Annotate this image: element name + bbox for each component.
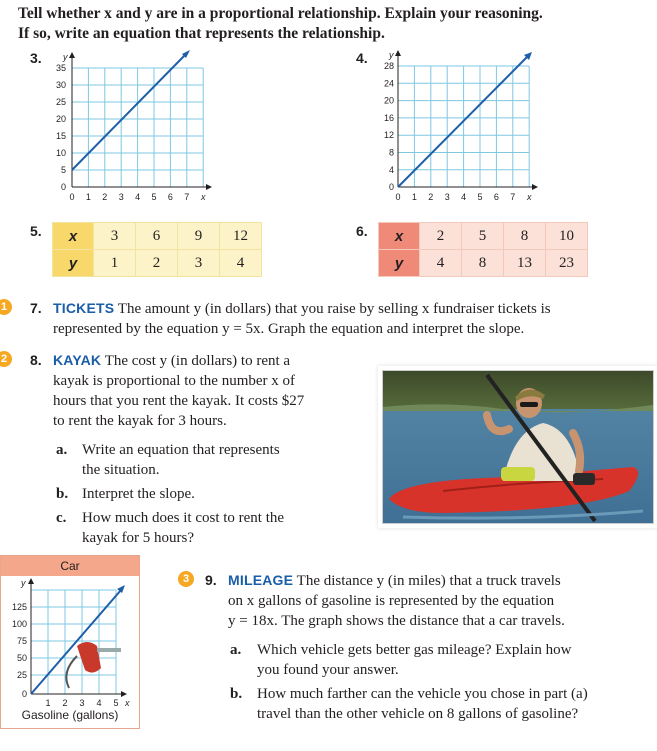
table-cell: 23 xyxy=(546,250,588,277)
x-tick: 5 xyxy=(113,698,119,706)
x-tick: 6 xyxy=(493,192,499,202)
x-header: x xyxy=(53,223,94,250)
part-a-line-1: Which vehicle gets better gas mileage? Explain how xyxy=(257,642,572,658)
x-tick: 2 xyxy=(428,192,434,202)
y-tick: 28 xyxy=(383,61,394,71)
exercise-9-line-3: y = 18x. The graph shows the distance that a car travels. xyxy=(228,613,565,629)
x-tick: 1 xyxy=(45,698,51,706)
x-tick: 3 xyxy=(118,192,124,202)
table-cell: 8 xyxy=(504,223,546,250)
y-tick: 4 xyxy=(388,164,394,175)
part-b-line-1: Interpret the slope. xyxy=(82,486,195,502)
part-b-line-1: How much farther can the vehicle you chose in part (a) xyxy=(257,686,588,702)
x-tick: 4 xyxy=(96,698,102,706)
y-tick: 50 xyxy=(16,653,27,663)
x-origin: 0 xyxy=(395,192,401,202)
part-c-letter: c. xyxy=(56,510,67,526)
graph-line xyxy=(398,56,528,187)
part-a-letter: a. xyxy=(230,642,242,658)
x-axis-label: x xyxy=(201,192,206,202)
x-tick: 3 xyxy=(79,698,85,706)
y-axis-label: y xyxy=(63,52,68,62)
table-row xyxy=(53,223,262,250)
exercise-7-number: 7. xyxy=(30,300,42,316)
x-origin: 0 xyxy=(69,192,75,202)
exercise-7-line-2: represented by the equation y = 5x. Graph the equation and interpret the slope. xyxy=(53,321,525,337)
y-tick: 24 xyxy=(383,78,394,89)
exercise-3-number: 3. xyxy=(30,50,42,66)
x-tick: 4 xyxy=(135,192,141,202)
exercise-8-line-3: hours that you rent the kayak. It costs $27 xyxy=(53,393,305,409)
exercise-8-keyword: KAYAK xyxy=(53,352,102,368)
x-tick: 7 xyxy=(184,192,190,202)
y-tick: 8 xyxy=(388,147,394,158)
table-cell: 5 xyxy=(462,223,504,250)
table-cell: 9 xyxy=(178,223,220,250)
x-tick: 1 xyxy=(85,192,91,202)
exercise-6-table xyxy=(378,222,588,277)
exercise-9-line-2: on x gallons of gasoline is represented by the equation xyxy=(228,593,555,609)
table-row xyxy=(379,250,588,277)
y-tick: 0 xyxy=(388,182,394,192)
instructions-line-1: Tell whether x and y are in a proportional relationship. Explain your reasoning. xyxy=(18,5,543,22)
table-cell: 3 xyxy=(178,250,220,277)
exercise-9-text xyxy=(228,570,653,631)
exercise-7-text xyxy=(53,298,653,339)
part-b-letter: b. xyxy=(230,686,243,702)
exercise-8-number: 8. xyxy=(30,352,42,368)
x-tick: 2 xyxy=(62,698,68,706)
part-a-line-2: you found your answer. xyxy=(257,662,399,678)
x-tick: 2 xyxy=(102,192,108,202)
grid xyxy=(398,66,529,187)
car-graph-title: Car xyxy=(1,556,139,576)
table-cell: 2 xyxy=(420,223,462,250)
gas-pump-icon xyxy=(66,642,121,688)
x-tick: 1 xyxy=(411,192,417,202)
y-tick: 75 xyxy=(16,636,27,646)
table-cell: 4 xyxy=(420,250,462,277)
difficulty-badge: 2 xyxy=(0,351,12,367)
exercise-8-line-2: kayak is proportional to the number x of xyxy=(53,373,296,389)
y-header: y xyxy=(379,250,420,277)
exercise-8-text xyxy=(53,350,363,431)
x-tick: 3 xyxy=(444,192,450,202)
difficulty-badge: 1 xyxy=(0,299,12,315)
exercise-8-line-1: The cost y (in dollars) to rent a xyxy=(104,353,291,369)
part-c-line-1: How much does it cost to rent the xyxy=(82,510,285,526)
table-row xyxy=(53,250,262,277)
exercise-9-parts xyxy=(230,640,655,724)
y-tick: 10 xyxy=(55,148,66,158)
car-graph-xlabel: Gasoline (gallons) xyxy=(21,708,119,722)
y-tick: 100 xyxy=(11,619,27,629)
table-cell: 2 xyxy=(136,250,178,277)
table-cell: 6 xyxy=(136,223,178,250)
exercise-4-number: 4. xyxy=(356,50,368,66)
exercise-7-keyword: TICKETS xyxy=(53,300,115,316)
table-cell: 4 xyxy=(220,250,262,277)
kayak-photo xyxy=(382,370,654,524)
x-tick: 4 xyxy=(461,192,467,202)
part-b xyxy=(56,484,356,504)
x-axis-label: x xyxy=(125,698,130,706)
y-header: y xyxy=(53,250,94,277)
part-b-letter: b. xyxy=(56,486,69,502)
part-a-line-1: Write an equation that represents xyxy=(82,442,280,458)
table-cell: 1 xyxy=(94,250,136,277)
difficulty-badge: 3 xyxy=(178,571,194,587)
part-a-letter: a. xyxy=(56,442,68,458)
y-tick: 16 xyxy=(383,112,394,123)
part-b xyxy=(230,684,655,724)
exercise-8-line-4: to rent the kayak for 3 hours. xyxy=(53,413,227,429)
exercise-4-graph xyxy=(378,46,543,206)
y-tick: 25 xyxy=(16,670,27,680)
x-tick: 5 xyxy=(151,192,157,202)
y-tick: 25 xyxy=(55,97,66,107)
part-a-line-2: the situation. xyxy=(82,462,160,478)
x-axis-label: x xyxy=(527,192,532,202)
part-c-line-2: kayak for 5 hours? xyxy=(82,530,195,546)
y-tick: 5 xyxy=(60,165,66,175)
exercise-8-parts xyxy=(56,440,356,548)
exercise-5-number: 5. xyxy=(30,223,42,239)
table-cell: 3 xyxy=(94,223,136,250)
table-cell: 10 xyxy=(546,223,588,250)
exercise-7-line-1: The amount y (in dollars) that you raise by selling x fundraiser tickets is xyxy=(117,301,551,317)
y-tick: 20 xyxy=(55,114,66,124)
graph-line xyxy=(31,590,121,694)
y-tick: 0 xyxy=(21,689,27,699)
instructions-line-2: If so, write an equation that represents the relationship. xyxy=(18,25,385,42)
car-graph-panel xyxy=(0,555,140,729)
exercise-9-number: 9. xyxy=(205,572,217,588)
part-a xyxy=(56,440,356,480)
part-a xyxy=(230,640,655,680)
x-tick: 7 xyxy=(510,192,516,202)
car-graph xyxy=(1,576,139,706)
table-cell: 13 xyxy=(504,250,546,277)
exercise-3-graph xyxy=(52,48,217,206)
y-tick: 12 xyxy=(383,130,394,141)
grid xyxy=(72,68,203,187)
y-axis-label: y xyxy=(21,578,26,588)
x-tick: 5 xyxy=(477,192,483,202)
x-header: x xyxy=(379,223,420,250)
exercise-5-table xyxy=(52,222,262,277)
y-tick: 125 xyxy=(11,602,27,612)
part-c xyxy=(56,508,356,548)
exercise-9-line-1: The distance y (in miles) that a truck travels xyxy=(296,573,561,589)
table-row xyxy=(379,223,588,250)
y-tick: 15 xyxy=(55,131,66,141)
exercise-9-keyword: MILEAGE xyxy=(228,572,294,588)
x-tick: 6 xyxy=(167,192,173,202)
y-tick: 0 xyxy=(60,182,66,192)
table-cell: 12 xyxy=(220,223,262,250)
y-axis-label: y xyxy=(389,50,394,60)
y-tick: 35 xyxy=(55,63,66,73)
exercise-6-number: 6. xyxy=(356,223,368,239)
instructions xyxy=(18,4,648,44)
y-tick: 30 xyxy=(55,80,66,90)
part-b-line-2: travel than the other vehicle on 8 gallons of gasoline? xyxy=(257,706,579,722)
y-tick: 20 xyxy=(383,95,394,106)
table-cell: 8 xyxy=(462,250,504,277)
